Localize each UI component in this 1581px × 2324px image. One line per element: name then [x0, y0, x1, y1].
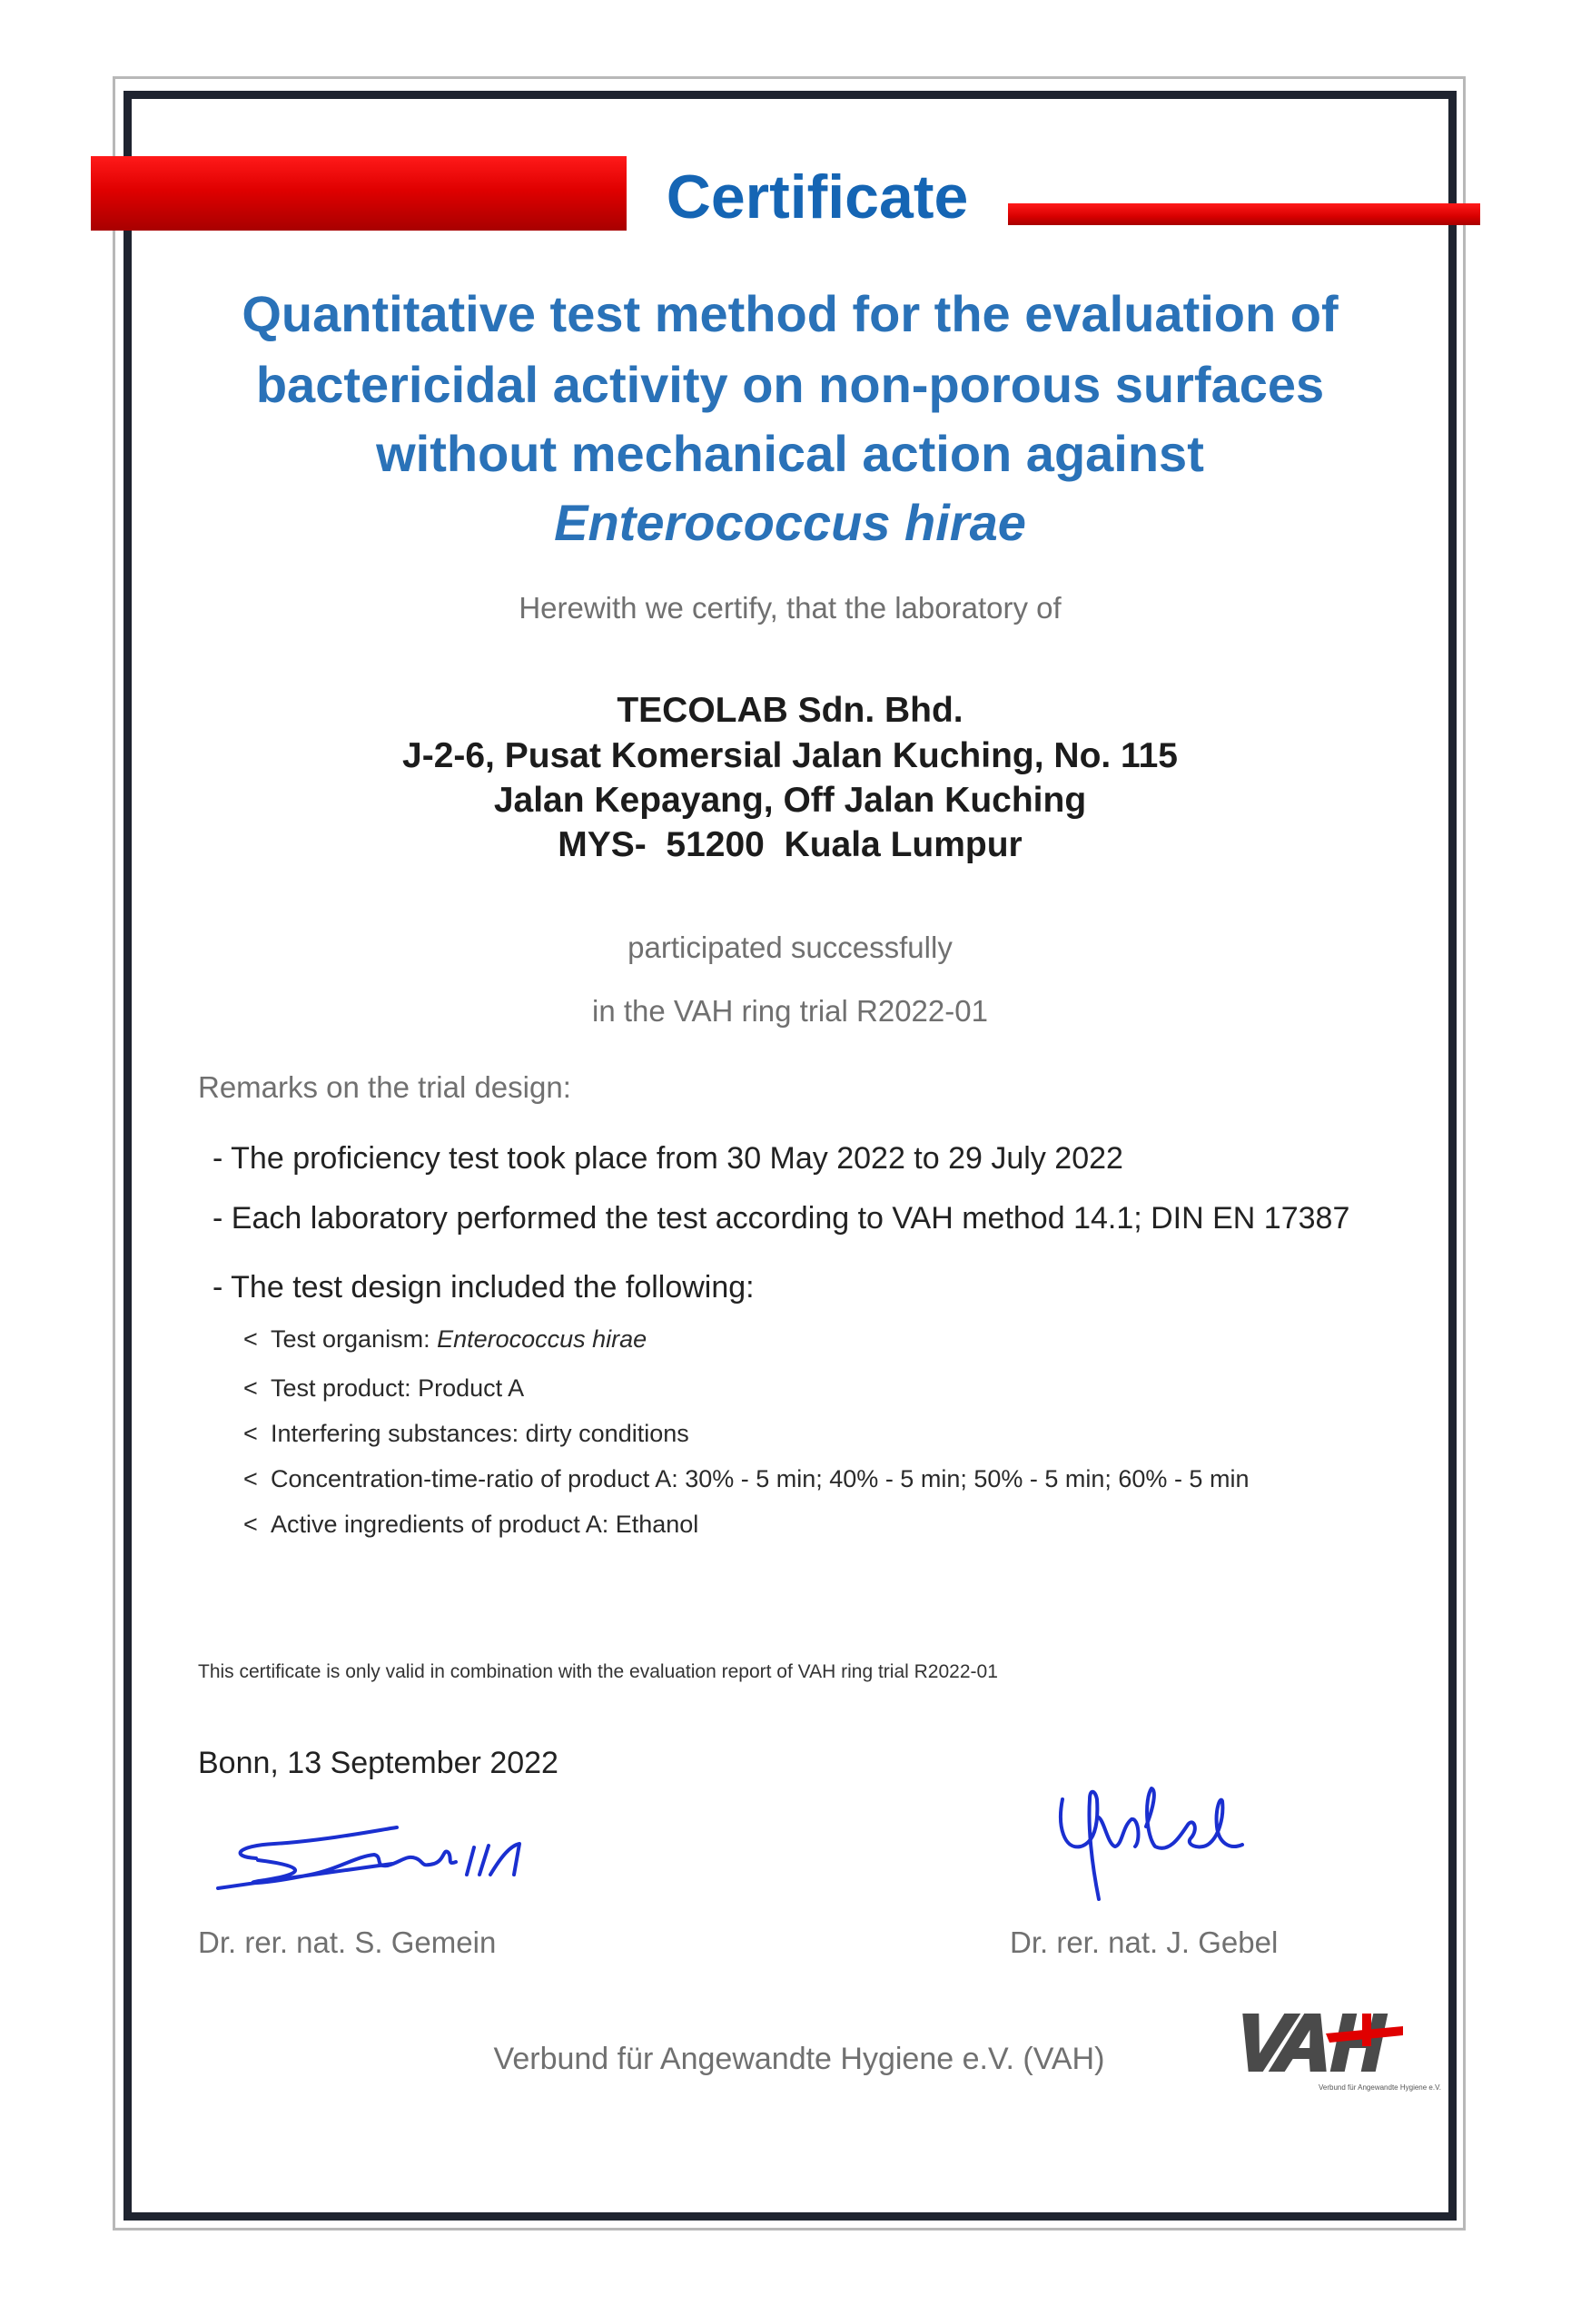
- sub-marker: <: [243, 1465, 258, 1492]
- sub-item-text: Test product: Product A: [271, 1374, 525, 1402]
- sub-marker: <: [243, 1511, 258, 1538]
- lab-name: TECOLAB Sdn. Bhd.: [617, 691, 963, 730]
- signatory-name-2: Dr. rer. nat. J. Gebel: [1010, 1925, 1279, 1959]
- lab-address-line-3: MYS- 51200 Kuala Lumpur: [558, 825, 1023, 864]
- place-date: Bonn, 13 September 2022: [198, 1746, 558, 1780]
- sub-item-text: Concentration-time-ratio of product A: 30% - 5 min; 40% - 5 min; 50% - 5 min; 60% - 5 min: [271, 1465, 1250, 1492]
- bullet-test-method: - Each laboratory performed the test according to VAH method 14.1; DIN EN 17387: [212, 1201, 1350, 1236]
- heading-organism: Enterococcus hirae: [554, 494, 1026, 551]
- lab-address-line-1: J-2-6, Pusat Komersial Jalan Kuching, No. 115: [402, 736, 1178, 775]
- remarks-title: Remarks on the trial design:: [198, 1070, 571, 1104]
- red-banner-left: [91, 156, 627, 231]
- test-organism-label: Test organism:: [271, 1325, 438, 1353]
- red-banner-right: [1008, 203, 1480, 225]
- lab-address-line-2: Jalan Kepayang, Off Jalan Kuching: [493, 781, 1087, 820]
- vah-logo: [1217, 2006, 1441, 2097]
- certificate-title: Certificate: [666, 162, 969, 231]
- intro-text: Herewith we certify, that the laboratory of: [519, 591, 1062, 625]
- sub-item-concentration: [243, 1463, 1249, 1494]
- test-organism-value: Enterococcus hirae: [437, 1325, 647, 1353]
- heading-line-2: bactericidal activity on non-porous surfaces: [255, 356, 1325, 413]
- sub-item-active-ingredients: [243, 1509, 698, 1540]
- signatory-name-1: Dr. rer. nat. S. Gemein: [198, 1925, 497, 1959]
- sub-marker: <: [243, 1374, 258, 1402]
- validity-note: This certificate is only valid in combination with the evaluation report of VAH ring trial R2022-01: [198, 1661, 998, 1682]
- heading-line-3: without mechanical action against: [376, 425, 1204, 482]
- sub-item-text: Active ingredients of product A: Ethanol: [271, 1511, 699, 1538]
- signature-gemein: [202, 1802, 547, 1902]
- heading-line-1: Quantitative test method for the evaluation of: [242, 285, 1339, 342]
- sub-item-interfering: [243, 1418, 689, 1449]
- signature-gebel: [1044, 1763, 1253, 1908]
- bullet-test-period: - The proficiency test took place from 30 May 2022 to 29 July 2022: [212, 1141, 1123, 1176]
- sub-marker: <: [243, 1420, 258, 1447]
- organisation-name: Verbund für Angewandte Hygiene e.V. (VAH): [493, 2042, 1105, 2076]
- sub-item-test-product: [243, 1373, 524, 1403]
- participated-text: participated successfully: [627, 931, 953, 964]
- bullet-test-design: - The test design included the following:: [212, 1270, 755, 1305]
- ring-trial-text: in the VAH ring trial R2022-01: [592, 994, 988, 1028]
- sub-item-text: Interfering substances: dirty conditions: [271, 1420, 689, 1447]
- vah-logo-subtext: Verbund für Angewandte Hygiene e.V.: [1319, 2083, 1441, 2092]
- sub-marker: <: [243, 1325, 258, 1353]
- sub-item-test-organism: [243, 1324, 647, 1354]
